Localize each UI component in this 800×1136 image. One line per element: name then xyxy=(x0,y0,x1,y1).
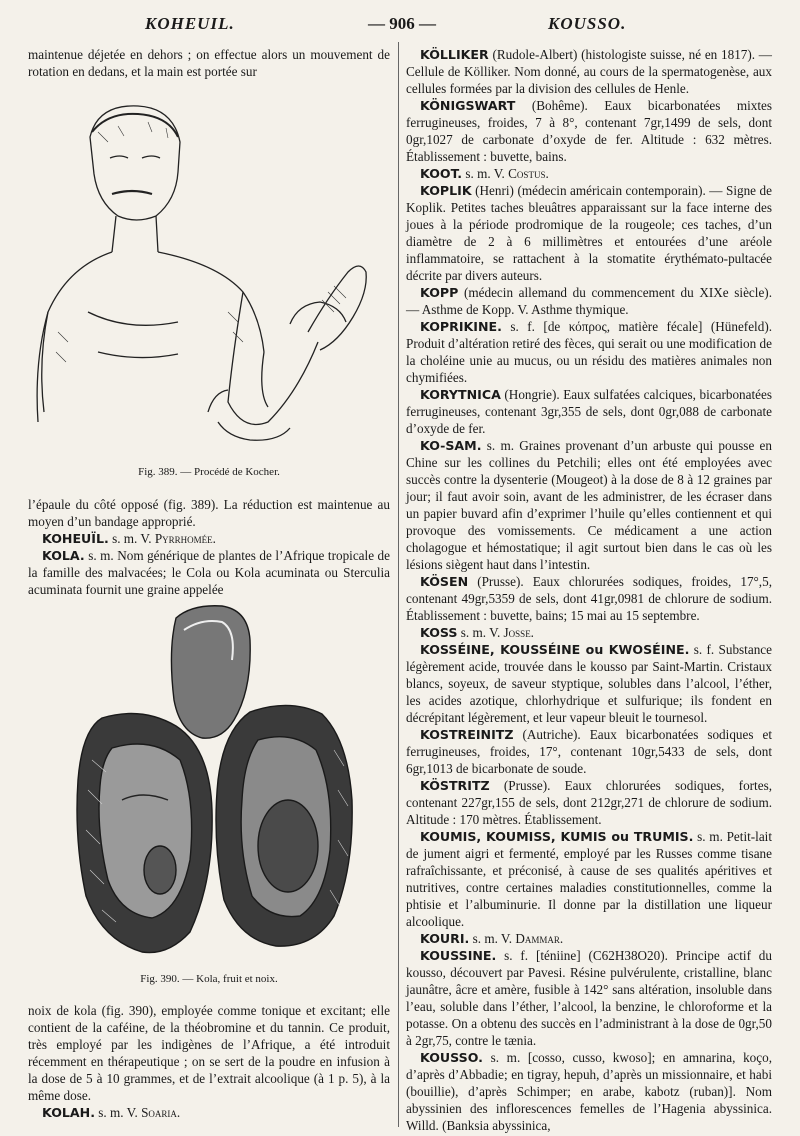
headword: KOSTREINITZ xyxy=(420,727,514,742)
headword: KOUSSO. xyxy=(420,1050,483,1065)
cross-reference: Pyrrhomée. xyxy=(154,531,216,546)
headword: KOSSÉINE, KOUSSÉINE ou KWOSÉINE. xyxy=(420,642,690,657)
entry-kosen: KÖSEN (Prusse). Eaux chlorurées sodiques, froides, 17°,5, contenant 49gr,5359 de sels, dont 41gr,0981 de chlorure de sodium. Établissement : buvette, bains; 15 mai au 15 septembre. xyxy=(406,574,772,623)
headword: KOPRIKINE. xyxy=(420,319,502,334)
paragraph-noix-de-kola: noix de kola (fig. 390), employée comme tonique et excitant; elle contient de la caféine, de la théobromine et du tannin. Ce produit, très employé par les indigènes de l’Afrique, a été introduit récemment en thérapeutique ; on se sert de la poudre en infusion à la dose de 5 à 10 grammes, et de l’extrait alcoolique (à 1 p. 5), à la même dose. xyxy=(28,1003,390,1103)
header-left-word: KOHEUIL. xyxy=(145,14,235,33)
left-column-top xyxy=(28,46,390,80)
figure-389-caption: Fig. 389. — Procédé de Kocher. xyxy=(138,466,280,478)
headword: KOSS xyxy=(420,625,458,640)
entry-ko-sam: KO-SAM. s. m. Graines provenant d’un arbuste qui pousse en Chine sur les collines du Petchili; elles ont été employées avec succès contre la dysenterie (Mougeot) à la dose de 8 à 12 graines par jour; il faut avoir soin, avant de les administrer, de les écraser dans un papier buvard afin d’exprimer l’huile qu’elles contiennent et qui provoque des vomissements. Ce médicament a une action cholagogue et hémostatique; il agit surtout bien dans le cas où les lésions siègent haut dans l’intestin. xyxy=(406,438,772,572)
headword: KÖSTRITZ xyxy=(420,778,490,793)
headword: KOPP xyxy=(420,285,459,300)
column-divider xyxy=(398,42,399,1127)
entry-kopp: KOPP (médecin allemand du commencement du XIXe siècle). — Asthme de Kopp. V. Asthme thymique. xyxy=(406,285,772,317)
headword: KOPLIK xyxy=(420,183,472,198)
headword: KOURI. xyxy=(420,931,470,946)
entry-koumis: KOUMIS, KOUMISS, KUMIS ou TRUMIS. s. m. Petit-lait de jument aigri et fermenté, employé par les Russes comme tisane rafraîchissante, et préconisé, à cause de ses qualités apéritives et nutritives, contre certaines maladies constitutionnelles, comme la phtisie et l’albuminurie. Il donne par la distillation une liqueur alcoolique. xyxy=(406,829,773,929)
entry-kosseine: KOSSÉINE, KOUSSÉINE ou KWOSÉINE. s. f. Substance légèrement acide, trouvée dans le kousso par Saint-Martin. Cristaux blancs, soyeux, de saveur styptique, solubles dans l’alcool, l’éther, les acides azotique, chlorhydrique et sulfurique; ils fondent en décrépitant légèrement, et leur vapeur bleuit le tournesol. xyxy=(406,642,772,725)
cross-reference: Soaria. xyxy=(141,1105,181,1120)
entry-koplik: KOPLIK (Henri) (médecin américain contemporain). — Signe de Koplik. Petites taches bleuâtres apparaissant sur la face interne des joues à la période prodromique de la rougeole; ces taches, d’un diamètre de 2 à 6 millimètres et entourées d’une aréole inflammatoire, se rattachent à la stomatite érythémato-pultacée décrite par divers auteurs. xyxy=(406,183,772,283)
entry-korytnica: KORYTNICA (Hongrie). Eaux sulfatées calciques, bicarbonatées ferrugineuses, contenant 3gr,355 de sels, dont 0gr,088 de carbonate d’oxyde de fer. xyxy=(406,387,772,436)
figure-389-kocher xyxy=(28,92,388,462)
entry-koot: KOOT. s. m. V. Costus. xyxy=(420,166,549,181)
entry-konigswart: KÖNIGSWART (Bohême). Eaux bicarbonatées mixtes ferrugineuses, froides, 7 à 8°, contenant 7gr,1499 de sels, dont 0gr,1027 de carbonate d’oxyde de fer. Altitude : 632 mètres. Établissement : buvette, bains. xyxy=(406,98,773,164)
entry-koheuil: KOHEUÏL. s. m. V. Pyrrhomée. xyxy=(42,531,216,546)
entry-kostreinitz: KOSTREINITZ (Autriche). Eaux bicarbonatées sodiques et ferrugineuses, froides, 17°, contenant 10gr,5433 de sels, dont 6gr,1013 de bicarbonate de soude. xyxy=(406,727,773,776)
entry-kouri: KOURI. s. m. V. Dammar. xyxy=(420,931,564,946)
headword: KOLAH. xyxy=(42,1105,95,1120)
entry-koprikine: KOPRIKINE. s. f. [de κόπρος, matière fécale] (Hünefeld). Produit d’altération retiré des fèces, qui serait ou une modification de la choléine unie au mucus, ou un résidu des matières animales non chymifiées. xyxy=(406,319,773,385)
cross-reference: Dammar. xyxy=(515,931,564,946)
headword: KORYTNICA xyxy=(420,387,501,402)
right-column xyxy=(406,46,772,1134)
figure-390-kola xyxy=(72,600,358,962)
continuation-paragraph: maintenue déjetée en dehors ; on effectue alors un mouvement de rotation en dedans, et la main est portée sur xyxy=(28,47,390,79)
headword: KOHEUÏL. xyxy=(42,531,109,546)
entry-koss: KOSS s. m. V. Josse. xyxy=(420,625,534,640)
entry-kolliker: KÖLLIKER (Rudole-Albert) (histologiste suisse, né en 1817). — Cellule de Kölliker. Nom donné, au cours de la spermatogenèse, aux cellules formées par la division des cellules de Henle. xyxy=(406,47,772,96)
left-column-middle xyxy=(28,496,390,598)
headword: KO-SAM. xyxy=(420,438,482,453)
cross-reference: Costus. xyxy=(508,166,549,181)
headword: KÖNIGSWART xyxy=(420,98,516,113)
entry-kousso: KOUSSO. s. m. [cosso, cusso, kwoso]; en amnarina, koço, d’après d’Abbadie; en tigray, hepuh, d’après un missionnaire, et habi (bouillie), d’après Schimper; en arabe, kabotz (ruban)]. Nom abyssinien des inflorescences femelles de l’Hagenia abyssinica. Willd. (Banksia abyssinica, xyxy=(406,1050,773,1133)
headword: KOUMIS, KOUMISS, KUMIS ou TRUMIS. xyxy=(420,829,694,844)
headword: KOUSSINE. xyxy=(420,948,497,963)
headword: KÖSEN xyxy=(420,574,469,589)
figure-390-caption: Fig. 390. — Kola, fruit et noix. xyxy=(140,973,278,985)
paragraph-epaule: l’épaule du côté opposé (fig. 389). La réduction est maintenue au moyen d’un bandage approprié. xyxy=(28,497,390,529)
entry-kola: KOLA. s. m. Nom générique de plantes de l’Afrique tropicale de la famille des malvacées; le Cola ou Kola acuminata ou Sterculia acuminata fournit une graine appelée xyxy=(28,548,391,597)
cross-reference: Josse. xyxy=(503,625,534,640)
header-right-word: KOUSSO. xyxy=(548,14,627,33)
entry-kostritz: KÖSTRITZ (Prusse). Eaux chlorurées sodiques, fortes, contenant 227gr,155 de sels, dont 212gr,271 de chlorure de sodium. Altitude : 170 mètres. Établissement. xyxy=(406,778,772,827)
entry-kolah: KOLAH. s. m. V. Soaria. xyxy=(42,1105,181,1120)
headword: KOOT. xyxy=(420,166,463,181)
left-column-bottom xyxy=(28,1002,390,1121)
headword: KÖLLIKER xyxy=(420,47,489,62)
page-number: — 906 — xyxy=(368,14,436,33)
headword: KOLA. xyxy=(42,548,85,563)
running-header xyxy=(0,14,800,40)
entry-koussine: KOUSSINE. s. f. [téniine] (C62H38O20). Principe actif du kousso, découvert par Pavesi. Résine pulvérulente, cristalline, blanc jaunâtre, âcre et amère, fusible à 142° sans altération, insoluble dans l’eau, soluble dans l’éther, l’alcool, la benzine, le chloroforme et la potasse. On a obtenu des succès en l’administrant à la dose de 0gr,50 à 2gr,75, contre le tænia. xyxy=(406,948,772,1048)
